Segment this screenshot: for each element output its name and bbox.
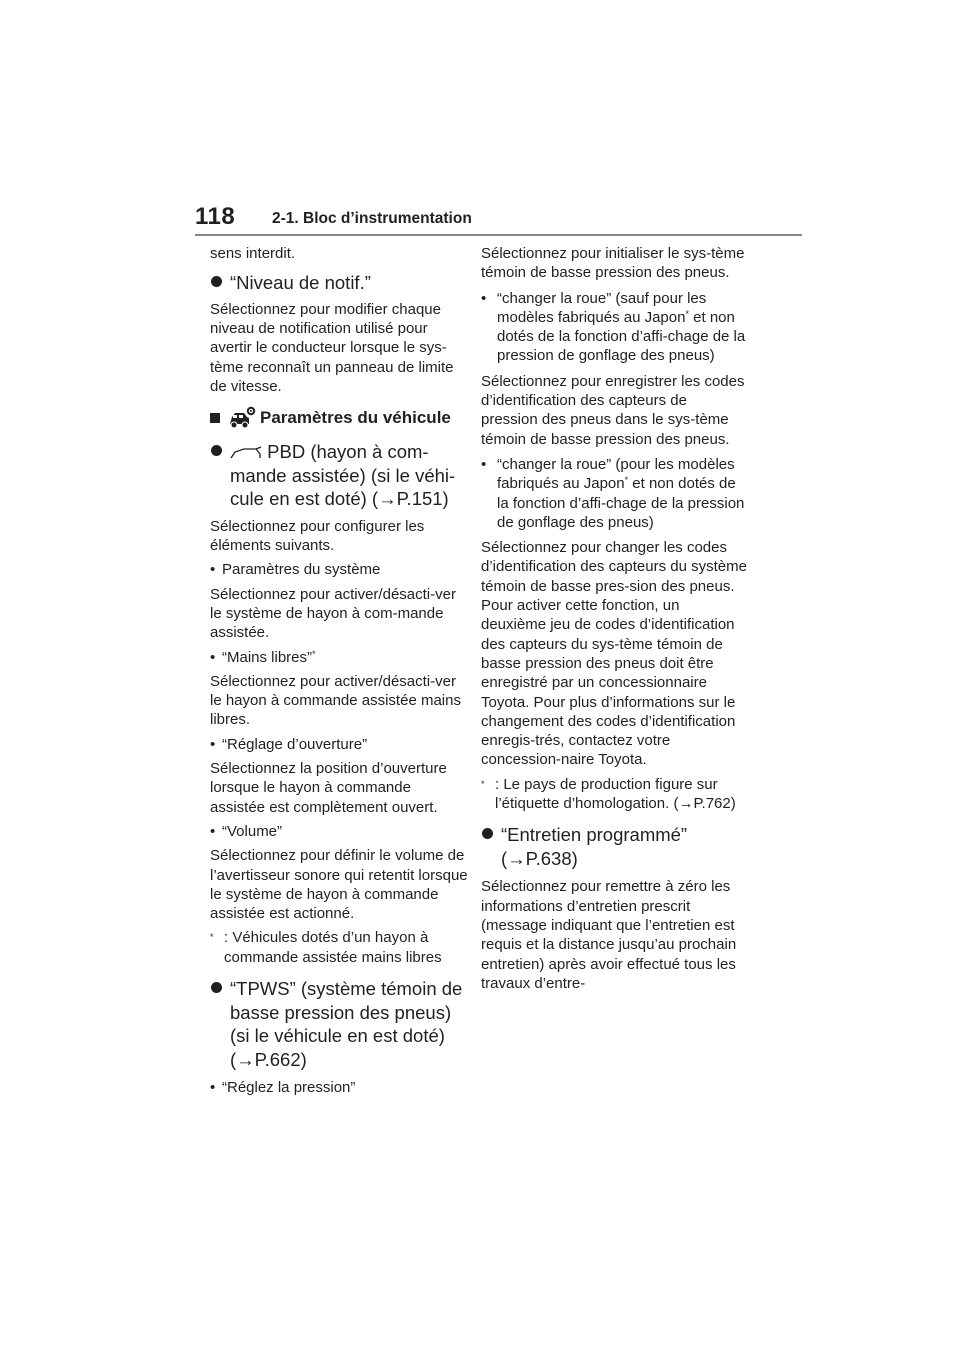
list-item: • “Volume” [210, 822, 283, 840]
bullet-icon: • [210, 561, 216, 579]
text-activer-systeme: Sélectionnez pour activer/désacti-ver le système de hayon à com-mande assistée. [210, 585, 456, 642]
bullet-icon: • [210, 1079, 216, 1097]
list-item: • “changer la roue” (pour les modèles fabriqués au Japon* et non dotés de la fonction d’affi-chage de la pression de gonflage des pneus) [481, 455, 745, 531]
text-activer-mains: Sélectionnez pour activer/désacti-ver le hayon à commande assistée mains libres. [210, 672, 461, 729]
bullet-dot-icon [211, 445, 222, 456]
list-item: • “Réglage d’ouverture” [210, 735, 368, 753]
list-item: • Paramètres du système [210, 561, 381, 579]
bullet-icon: • [481, 455, 487, 473]
bullet-dot-icon [482, 828, 493, 839]
heading-parametres-vehicule: Paramètres du véhicule [210, 406, 468, 430]
bullet-icon: • [210, 648, 216, 666]
text-sens-interdit: sens interdit. [210, 245, 296, 262]
header-rule [195, 234, 802, 236]
text-initialiser: Sélectionnez pour initialiser le sys-tème témoin de basse pression des pneus. [481, 245, 745, 282]
heading-tpws: “TPWS” (système témoin de basse pression des pneus) (si le véhicule en est doté) (→P.662) [210, 977, 468, 1071]
footnote: * : Véhicules dotés d’un hayon à commande assistée mains libres [210, 929, 442, 966]
section-title: 2-1. Bloc d’instrumentation [272, 210, 472, 227]
text-entretien: Sélectionnez pour remettre à zéro les informations d’entretien prescrit (message indiquant que l’entretien est requis et la distance jusqu’au prochain entretien) après avoir effectué tous les travaux d’entre- [481, 878, 737, 992]
text-niveau-notif: Sélectionnez pour modifier chaque niveau de notification utilisé pour avertir le conducteur lorsque le sys-tème reconnaît un panneau de limite de vitesse. [210, 300, 454, 395]
list-item: • “Mains libres”* [210, 648, 316, 666]
bullet-dot-icon [211, 982, 222, 993]
bullet-dot-icon [211, 276, 222, 287]
text-configurer: Sélectionnez pour configurer les éléments suivants. [210, 517, 425, 555]
page-number: 118 [195, 203, 236, 230]
left-column [210, 244, 468, 1097]
page-header [195, 203, 802, 235]
text-enregistrer: Sélectionnez pour enregistrer les codes d’identification des capteurs de pression des pneus dans le sys-tème témoin de basse pression des pneus. [481, 372, 745, 448]
square-bullet-icon [210, 413, 220, 423]
bullet-icon: • [210, 735, 216, 753]
text-volume: Sélectionnez pour définir le volume de l’avertisseur sonore qui retentit lorsque le système de hayon à commande assistée est actionné. [210, 847, 468, 923]
heading-niveau-notif: “Niveau de notif.” [210, 271, 468, 295]
text-changer-codes: Sélectionnez pour changer les codes d’identification des capteurs du système témoin de basse pres-sion des pneus. Pour activer cette fonction, un deuxième jeu de codes d’identification des capteurs du sys-tème témoin de basse pression des pneus doit être enregistré par un concessionnaire Toyota. Pour plus d’informations sur le changement des codes d’identification enregis-trés, contactez votre concession-naire Toyota. [481, 539, 747, 769]
list-item: • “changer la roue” (sauf pour les modèles fabriqués au Japon* et non dotés de la fonction d’affi-chage de la pression de gonflage des pneus) [481, 289, 746, 365]
footnote: * : Le pays de production figure sur l’étiquette d’homologation. (→P.762) [481, 775, 736, 813]
right-column [481, 244, 747, 993]
bullet-icon: • [481, 289, 487, 307]
heading-entretien: “Entretien programmé” (→P.638) [481, 823, 747, 870]
text-reglage: Sélectionnez la position d’ouverture lorsque le hayon à commande assistée est complètement ouvert. [210, 760, 447, 816]
tailgate-outline-icon [230, 446, 262, 460]
bullet-icon: • [210, 822, 216, 840]
car-gear-icon [228, 406, 256, 430]
list-item: • “Réglez la pression” [210, 1079, 356, 1097]
heading-pbd: PBD (hayon à com-mande assistée) (si le véhi-cule en est doté) (→P.151) [210, 440, 468, 511]
